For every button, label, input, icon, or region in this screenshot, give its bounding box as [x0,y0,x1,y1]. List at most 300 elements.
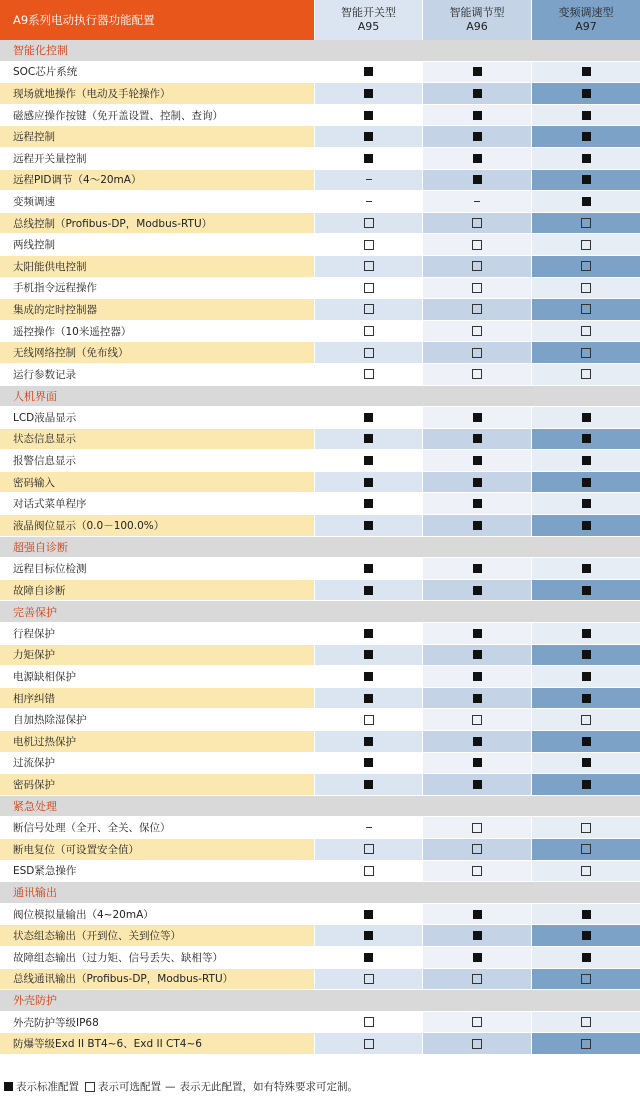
config-cell [422,191,531,212]
config-cell [314,62,422,83]
feature-label: 太阳能供电控制 [0,256,314,277]
feature-label: 相序纠错 [0,688,314,709]
optional-marker-icon [581,369,591,379]
feature-label: 自加热除湿保护 [0,709,314,730]
table-row [0,709,640,731]
config-cell [314,429,422,450]
feature-label: 对话式菜单程序 [0,493,314,514]
feature-label: 外壳防护等级IP68 [0,1012,314,1033]
optional-marker-icon [581,823,591,833]
standard-marker-icon [473,413,482,422]
table-row [0,450,640,472]
feature-label: 液晶阀位显示（0.0－100.0%） [0,515,314,536]
standard-marker-icon [582,132,591,141]
table-row [0,558,640,580]
standard-marker-icon [473,89,482,98]
config-cell [314,969,422,990]
config-cell [422,234,531,255]
table-row [0,364,640,386]
optional-marker-icon [364,283,374,293]
optional-marker-icon [472,283,482,293]
table-body [0,40,640,1055]
table-row [0,645,640,667]
standard-marker-icon [364,694,373,703]
column-model: A95 [357,20,380,33]
config-cell [531,321,640,342]
config-cell [314,450,422,471]
config-cell [314,645,422,666]
feature-label: 过流保护 [0,753,314,774]
table-row [0,429,640,451]
table-row [0,191,640,213]
standard-marker-icon [582,931,591,940]
optional-marker-icon [472,866,482,876]
optional-marker-icon [364,715,374,725]
optional-marker-icon [364,844,374,854]
table-row [0,234,640,256]
config-cell [422,278,531,299]
optional-marker-icon [364,369,374,379]
config-cell [422,299,531,320]
standard-marker-icon [364,413,373,422]
standard-marker-icon [582,737,591,746]
config-cell [422,105,531,126]
standard-marker-icon [364,629,373,638]
feature-label: 报警信息显示 [0,450,314,471]
config-cell [422,170,531,191]
feature-label: 电机过热保护 [0,731,314,752]
config-cell [314,925,422,946]
config-cell [314,753,422,774]
standard-marker-icon [364,931,373,940]
optional-marker-icon [85,1082,95,1092]
config-cell [422,493,531,514]
optional-marker-icon [364,348,374,358]
optional-marker-icon [472,844,482,854]
optional-marker-icon [581,218,591,228]
table-row [0,817,640,839]
config-cell [314,515,422,536]
feature-label: 手机指令远程操作 [0,278,314,299]
config-cell [314,321,422,342]
config-cell [422,450,531,471]
optional-marker-icon [472,348,482,358]
config-cell [422,623,531,644]
standard-marker-icon [473,521,482,530]
config-cell [314,1033,422,1054]
optional-marker-icon [364,866,374,876]
config-cell [314,472,422,493]
config-cell [422,947,531,968]
standard-marker-icon [473,154,482,163]
optional-marker-icon [364,974,374,984]
standard-marker-icon [582,953,591,962]
feature-label: 遥控操作（10米遥控器） [0,321,314,342]
optional-marker-icon [472,823,482,833]
config-cell [314,688,422,709]
legend-standard-text: 表示标准配置 [16,1081,79,1093]
config-cell [422,666,531,687]
config-cell [531,126,640,147]
optional-marker-icon [581,974,591,984]
standard-marker-icon [582,564,591,573]
feature-label: 磁感应操作按键（免开盖设置、控制、查询） [0,105,314,126]
feature-label: 力矩保护 [0,645,314,666]
config-cell [531,515,640,536]
config-cell [531,213,640,234]
standard-marker-icon [473,780,482,789]
none-marker-dash: — [165,1080,176,1093]
column-name: 智能开关型 [341,6,396,19]
standard-marker-icon [582,89,591,98]
standard-marker-icon [582,780,591,789]
optional-marker-icon [581,283,591,293]
config-cell [314,256,422,277]
table-title: A9系列电动执行器功能配置 [0,0,314,40]
config-cell [531,558,640,579]
table-row [0,170,640,192]
standard-marker-icon [473,478,482,487]
config-cell [422,753,531,774]
table-row [0,861,640,883]
table-row [0,256,640,278]
config-cell [422,904,531,925]
config-cell [422,688,531,709]
optional-marker-icon [472,369,482,379]
config-cell [531,493,640,514]
column-name: 智能调节型 [449,6,505,19]
standard-marker-icon [582,67,591,76]
standard-marker-icon [364,910,373,919]
table-row [0,213,640,235]
config-cell [531,62,640,83]
standard-marker-icon [582,154,591,163]
config-cell [314,947,422,968]
config-cell [531,1033,640,1054]
config-cell [314,213,422,234]
config-cell [531,731,640,752]
feature-label: SOC芯片系统 [0,62,314,83]
config-cell [531,925,640,946]
optional-marker-icon [472,1017,482,1027]
optional-marker-icon [472,974,482,984]
config-cell [314,666,422,687]
config-cell [422,148,531,169]
none-marker-icon [366,179,372,180]
table-row [0,515,640,537]
feature-label: 状态组态输出（开到位、关到位等） [0,925,314,946]
config-cell [422,1012,531,1033]
standard-marker-icon [364,758,373,767]
optional-marker-icon [581,261,591,271]
config-cell [314,407,422,428]
standard-marker-icon [473,132,482,141]
column-model: A96 [466,20,488,33]
standard-marker-icon [364,499,373,508]
table-row [0,278,640,300]
config-cell [422,515,531,536]
config-cell [531,234,640,255]
config-cell [422,472,531,493]
table-row [0,839,640,861]
config-cell [422,839,531,860]
standard-marker-icon [582,521,591,530]
none-marker-icon [474,201,480,202]
config-cell [531,342,640,363]
table-row [0,1033,640,1055]
optional-marker-icon [581,715,591,725]
legend [4,1079,358,1094]
standard-marker-icon [364,434,373,443]
config-cell [314,342,422,363]
feature-label: 密码保护 [0,774,314,795]
config-cell [531,83,640,104]
optional-marker-icon [364,240,374,250]
config-cell [422,774,531,795]
optional-marker-icon [581,866,591,876]
legend-optional-text: 表示可选配置 [98,1081,161,1093]
section-header: 智能化控制 [0,40,640,62]
section-header: 外壳防护 [0,990,640,1012]
table-row [0,126,640,148]
standard-marker-icon [473,499,482,508]
table-row [0,472,640,494]
section-header: 超强自诊断 [0,537,640,559]
config-cell [531,774,640,795]
config-cell [531,580,640,601]
legend-none-text: 表示无此配置，如有特殊要求可定制。 [179,1081,358,1093]
feature-label: 总线通讯输出（Profibus-DP，Modbus-RTU） [0,969,314,990]
config-cell [531,666,640,687]
feature-label: 变频调速 [0,191,314,212]
config-cell [422,126,531,147]
config-cell [531,472,640,493]
config-cell [531,364,640,385]
config-cell [422,558,531,579]
feature-label: 远程PID调节（4～20mA） [0,170,314,191]
standard-marker-icon [364,67,373,76]
table-row [0,493,640,515]
config-cell [314,1012,422,1033]
config-cell [422,256,531,277]
optional-marker-icon [472,326,482,336]
config-cell [314,234,422,255]
config-cell [314,148,422,169]
optional-marker-icon [472,261,482,271]
config-cell [531,105,640,126]
standard-marker-icon [473,672,482,681]
config-cell [422,213,531,234]
optional-marker-icon [364,326,374,336]
feature-label: 断电复位（可设置安全值） [0,839,314,860]
config-cell [314,861,422,882]
standard-marker-icon [473,175,482,184]
section-header: 完善保护 [0,601,640,623]
optional-marker-icon [581,304,591,314]
config-cell [531,1012,640,1033]
config-cell [422,731,531,752]
feature-label: 两线控制 [0,234,314,255]
feature-label: 断信号处理（全开、全关、保位） [0,817,314,838]
config-cell [314,83,422,104]
optional-marker-icon [364,1039,374,1049]
optional-marker-icon [364,1017,374,1027]
config-cell [531,299,640,320]
config-cell [314,558,422,579]
standard-marker-icon [582,650,591,659]
standard-marker-icon [473,931,482,940]
column-model: A97 [575,20,597,33]
feature-label: 状态信息显示 [0,429,314,450]
optional-marker-icon [364,261,374,271]
optional-marker-icon [581,1017,591,1027]
standard-marker-icon [364,953,373,962]
config-cell [422,1033,531,1054]
standard-marker-icon [582,499,591,508]
config-cell [314,364,422,385]
column-header-a97 [531,0,640,40]
feature-label: 电源缺相保护 [0,666,314,687]
standard-marker-icon [364,586,373,595]
optional-marker-icon [472,304,482,314]
config-cell [314,299,422,320]
table-row [0,774,640,796]
standard-marker-icon [364,478,373,487]
optional-marker-icon [581,348,591,358]
standard-marker-icon [473,434,482,443]
standard-marker-icon [473,564,482,573]
config-cell [422,364,531,385]
feature-label: 密码输入 [0,472,314,493]
feature-label: 远程目标位检测 [0,558,314,579]
table-row [0,342,640,364]
feature-label: 行程保护 [0,623,314,644]
config-cell [314,493,422,514]
standard-marker-icon [4,1082,13,1091]
config-cell [422,342,531,363]
config-cell [422,407,531,428]
config-cell [531,256,640,277]
none-marker-icon [366,827,372,828]
column-header-a95 [314,0,422,40]
table-row [0,83,640,105]
standard-marker-icon [473,111,482,120]
config-cell [314,126,422,147]
standard-marker-icon [364,521,373,530]
table-row [0,299,640,321]
config-cell [314,580,422,601]
standard-marker-icon [582,175,591,184]
standard-marker-icon [582,434,591,443]
optional-marker-icon [364,218,374,228]
config-cell [314,191,422,212]
config-cell [422,62,531,83]
standard-marker-icon [473,67,482,76]
table-row [0,1012,640,1034]
table-row [0,105,640,127]
config-cell [314,839,422,860]
config-cell [531,861,640,882]
standard-marker-icon [582,586,591,595]
standard-marker-icon [364,780,373,789]
table-row [0,688,640,710]
table-row [0,666,640,688]
optional-marker-icon [472,1039,482,1049]
standard-marker-icon [582,758,591,767]
none-marker-icon [366,201,372,202]
standard-marker-icon [582,111,591,120]
standard-marker-icon [582,629,591,638]
config-cell [422,925,531,946]
optional-marker-icon [364,304,374,314]
config-cell [314,817,422,838]
standard-marker-icon [582,456,591,465]
config-cell [314,278,422,299]
standard-marker-icon [364,456,373,465]
config-cell [531,645,640,666]
config-cell [314,170,422,191]
config-cell [531,753,640,774]
feature-label: 远程控制 [0,126,314,147]
config-cell [531,817,640,838]
config-cell [422,321,531,342]
optional-marker-icon [472,218,482,228]
optional-marker-icon [581,326,591,336]
standard-marker-icon [364,111,373,120]
standard-marker-icon [364,672,373,681]
config-cell [531,688,640,709]
config-cell [531,947,640,968]
table-row [0,407,640,429]
standard-marker-icon [364,737,373,746]
table-row [0,580,640,602]
config-cell [531,839,640,860]
table-row [0,623,640,645]
config-cell [531,170,640,191]
table-row [0,904,640,926]
standard-marker-icon [473,910,482,919]
feature-label: 故障自诊断 [0,580,314,601]
config-cell [314,105,422,126]
standard-marker-icon [582,478,591,487]
table-header [0,0,640,40]
optional-marker-icon [581,1039,591,1049]
standard-marker-icon [582,910,591,919]
config-cell [422,709,531,730]
config-cell [531,709,640,730]
feature-label: 无线网络控制（免布线） [0,342,314,363]
table-row [0,62,640,84]
config-cell [422,645,531,666]
config-cell [531,969,640,990]
optional-marker-icon [472,240,482,250]
config-cell [314,709,422,730]
standard-marker-icon [473,586,482,595]
config-cell [531,407,640,428]
config-cell [314,623,422,644]
table-row [0,753,640,775]
feature-label: ESD紧急操作 [0,861,314,882]
standard-marker-icon [473,758,482,767]
standard-marker-icon [582,197,591,206]
config-cell [531,450,640,471]
feature-label: 现场就地操作（电动及手轮操作） [0,83,314,104]
table-row [0,148,640,170]
feature-label: LCD液晶显示 [0,407,314,428]
table-row [0,321,640,343]
config-cell [531,191,640,212]
config-cell [422,429,531,450]
